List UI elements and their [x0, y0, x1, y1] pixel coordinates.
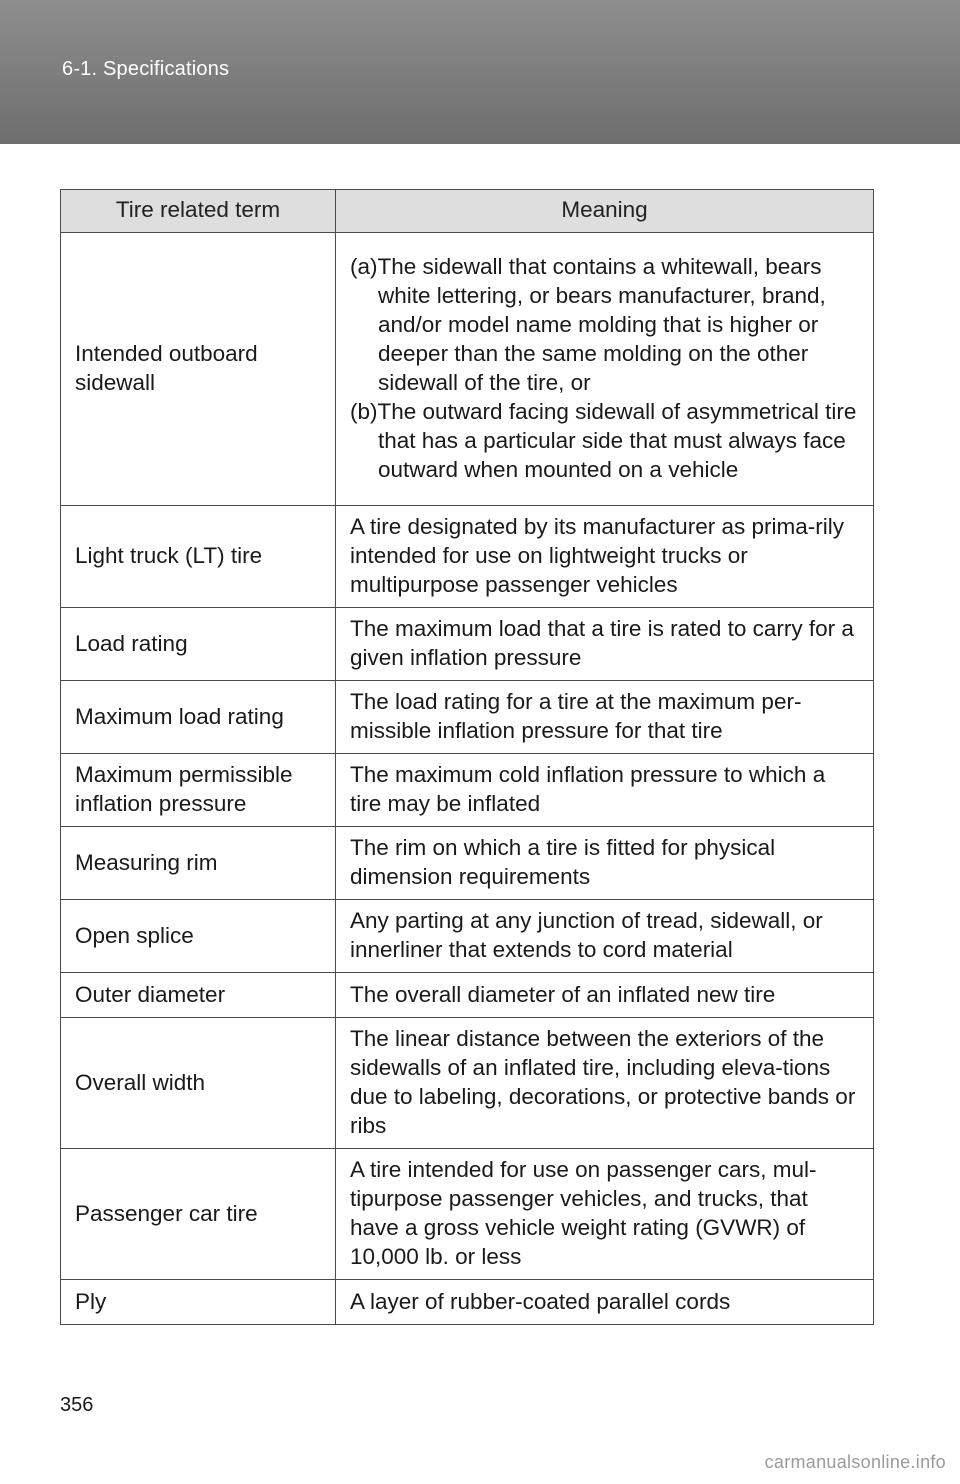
section-title: 6-1. Specifications	[62, 58, 230, 80]
table-row	[61, 1018, 874, 1149]
table-row	[61, 973, 874, 1018]
meaning-cell: The rim on which a tire is fitted for physical dimension requirements	[336, 827, 874, 900]
term-cell: Overall width	[61, 1018, 336, 1149]
table-row	[61, 1280, 874, 1325]
term-cell: Light truck (LT) tire	[61, 506, 336, 608]
term-cell: Open splice	[61, 900, 336, 973]
table-row	[61, 900, 874, 973]
table-row	[61, 827, 874, 900]
meaning-sub-item: (b)The outward facing sidewall of asymmetrical tire that has a particular side that must always face outward when mounted on a vehicle	[350, 399, 857, 482]
meaning-cell: The load rating for a tire at the maximum per-missible inflation pressure for that tire	[336, 681, 874, 754]
watermark: carmanualsonline.info	[764, 1452, 946, 1472]
term-cell: Intended outboard sidewall	[61, 233, 336, 506]
meaning-cell: The overall diameter of an inflated new tire	[336, 973, 874, 1018]
meaning-cell	[336, 233, 874, 506]
term-cell: Maximum load rating	[61, 681, 336, 754]
table-row	[61, 608, 874, 681]
meaning-cell: The maximum cold inflation pressure to which a tire may be inflated	[336, 754, 874, 827]
column-header-meaning: Meaning	[336, 190, 874, 233]
table-row	[61, 1149, 874, 1280]
meaning-cell: The maximum load that a tire is rated to carry for a given inflation pressure	[336, 608, 874, 681]
term-cell: Ply	[61, 1280, 336, 1325]
term-cell: Measuring rim	[61, 827, 336, 900]
table-header-row	[61, 190, 874, 233]
term-cell: Load rating	[61, 608, 336, 681]
term-cell: Maximum permissible inflation pressure	[61, 754, 336, 827]
column-header-term: Tire related term	[61, 190, 336, 233]
meaning-cell: A tire designated by its manufacturer as prima-rily intended for use on lightweight trucks or multipurpose passenger vehicles	[336, 506, 874, 608]
meaning-cell: A layer of rubber-coated parallel cords	[336, 1280, 874, 1325]
meaning-cell: Any parting at any junction of tread, sidewall, or innerliner that extends to cord material	[336, 900, 874, 973]
table-body	[61, 233, 874, 1325]
meaning-cell: The linear distance between the exteriors of the sidewalls of an inflated tire, including eleva-tions due to labeling, decorations, or protective bands or ribs	[336, 1018, 874, 1149]
header-band	[0, 0, 960, 144]
table-row	[61, 754, 874, 827]
meaning-sub-item: (a)The sidewall that contains a whitewall, bears white lettering, or bears manufacturer, brand, and/or model name molding that is higher or deeper than the same molding on the other sidewall of the tire, or	[350, 254, 826, 395]
meaning-cell: A tire intended for use on passenger cars, mul-tipurpose passenger vehicles, and trucks, that have a gross vehicle weight rating (GVWR) of 10,000 lb. or less	[336, 1149, 874, 1280]
table-row	[61, 681, 874, 754]
table-row	[61, 506, 874, 608]
table-row	[61, 233, 874, 506]
term-cell: Outer diameter	[61, 973, 336, 1018]
term-cell: Passenger car tire	[61, 1149, 336, 1280]
tire-terms-table	[60, 189, 874, 1325]
page-number: 356	[60, 1394, 94, 1416]
